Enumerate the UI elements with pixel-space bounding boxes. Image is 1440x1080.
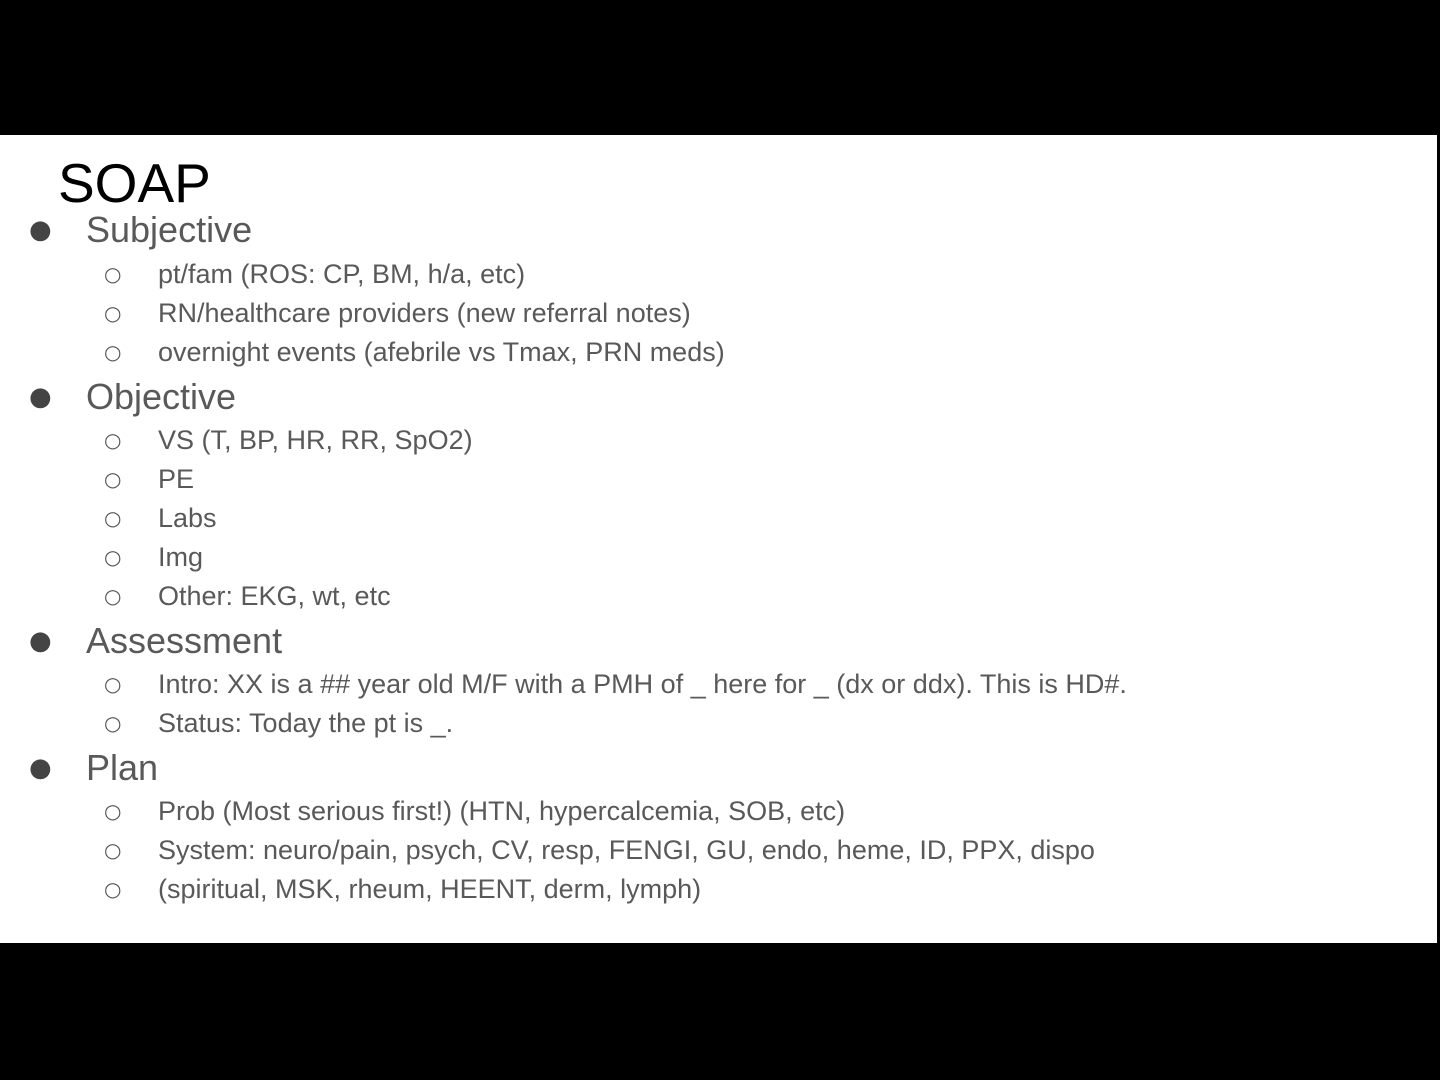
list-item-text: Intro: XX is a ## year old M/F with a PMH of _ here for _ (dx or ddx). This is HD#. xyxy=(158,669,1127,699)
list-item xyxy=(0,422,1400,462)
list-item xyxy=(0,295,1400,335)
letterbox-bottom xyxy=(0,943,1440,1080)
sub-bullet-icon: ○ xyxy=(104,506,122,530)
list-item-text: VS (T, BP, HR, RR, SpO2) xyxy=(158,425,473,455)
letterbox-top xyxy=(0,0,1440,135)
sub-bullet-icon: ○ xyxy=(104,584,122,608)
bullet-icon: ● xyxy=(29,626,52,656)
sub-bullet-icon: ○ xyxy=(104,467,122,491)
list-item-text: Labs xyxy=(158,503,217,533)
section-subjective xyxy=(0,210,1400,250)
sub-bullet-icon: ○ xyxy=(104,545,122,569)
list-item xyxy=(0,334,1400,374)
list-item xyxy=(0,793,1400,833)
sub-bullet-icon: ○ xyxy=(104,262,122,286)
bullet-icon: ● xyxy=(29,382,52,412)
list-item xyxy=(0,705,1400,745)
section-heading: Plan xyxy=(86,747,159,788)
list-item-text: PE xyxy=(158,464,195,494)
bullet-icon: ● xyxy=(29,215,52,245)
section-heading: Objective xyxy=(86,376,237,417)
sub-bullet-icon: ○ xyxy=(104,799,122,823)
section-heading: Assessment xyxy=(86,620,283,661)
sub-bullet-icon: ○ xyxy=(104,711,122,735)
section-objective xyxy=(0,377,1400,417)
section-assessment xyxy=(0,621,1400,661)
sub-bullet-icon: ○ xyxy=(104,838,122,862)
list-item-text: Other: EKG, wt, etc xyxy=(158,581,391,611)
sub-bullet-icon: ○ xyxy=(104,672,122,696)
list-item xyxy=(0,500,1400,540)
list-item-text: pt/fam (ROS: CP, BM, h/a, etc) xyxy=(158,259,526,289)
list-item-text: Status: Today the pt is _. xyxy=(158,708,454,738)
list-item xyxy=(0,666,1400,706)
list-item-text: RN/healthcare providers (new referral notes) xyxy=(158,298,691,328)
list-item xyxy=(0,871,1400,911)
sub-bullet-icon: ○ xyxy=(104,428,122,452)
list-item-text: Img xyxy=(158,542,204,572)
section-heading: Subjective xyxy=(86,209,253,250)
list-item-text: System: neuro/pain, psych, CV, resp, FENGI, GU, endo, heme, ID, PPX, dispo xyxy=(158,835,1095,865)
bullet-icon: ● xyxy=(29,753,52,783)
section-plan xyxy=(0,748,1400,788)
list-item-text: (spiritual, MSK, rheum, HEENT, derm, lymph) xyxy=(158,874,702,904)
list-item xyxy=(0,461,1400,501)
slide xyxy=(0,135,1437,943)
sub-bullet-icon: ○ xyxy=(104,340,122,364)
list-item xyxy=(0,832,1400,872)
sub-bullet-icon: ○ xyxy=(104,877,122,901)
list-item xyxy=(0,539,1400,579)
list-item xyxy=(0,256,1400,296)
sub-bullet-icon: ○ xyxy=(104,301,122,325)
list-item-text: Prob (Most serious first!) (HTN, hypercalcemia, SOB, etc) xyxy=(158,796,846,826)
list-item-text: overnight events (afebrile vs Tmax, PRN meds) xyxy=(158,337,725,367)
slide-title: SOAP xyxy=(58,152,211,214)
list-item xyxy=(0,578,1400,618)
